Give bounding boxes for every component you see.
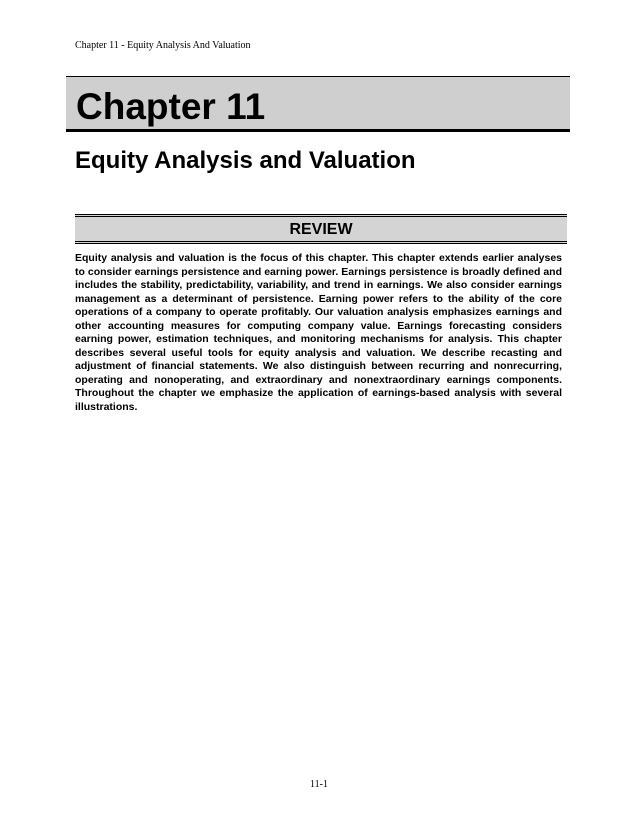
chapter-title: Equity Analysis and Valuation <box>75 147 416 174</box>
running-header: Chapter 11 - Equity Analysis And Valuation <box>75 40 251 51</box>
chapter-number: Chapter 11 <box>76 86 266 127</box>
review-paragraph: Equity analysis and valuation is the focus of this chapter. This chapter extends earlier analyses to consider earnings persistence and earning power. Earnings persistence is broadly defined and includes the stability, predictability, variability, and trend in earnings. We also consider earnings management as a determinant of persistence. Earning power refers to the ability of the core operations of a company to operate profitably. Our valuation analysis emphasizes earnings and other accounting measures for computing company value. Earnings forecasting considers earning power, estimation techniques, and monitoring mechanisms for analysis. This chapter describes several useful tools for equity analysis and valuation. We describe recasting and adjustment of financial statements. We also distinguish between recurring and nonrecurring, operating and nonoperating, and extraordinary and nonextraordinary earnings components. Throughout the chapter we emphasize the application of earnings-based analysis with several illustrations. <box>75 252 562 413</box>
review-heading: REVIEW <box>289 221 353 238</box>
page-number: 11-1 <box>310 779 328 790</box>
chapter-heading-band <box>66 76 570 132</box>
review-heading-band <box>75 214 567 244</box>
